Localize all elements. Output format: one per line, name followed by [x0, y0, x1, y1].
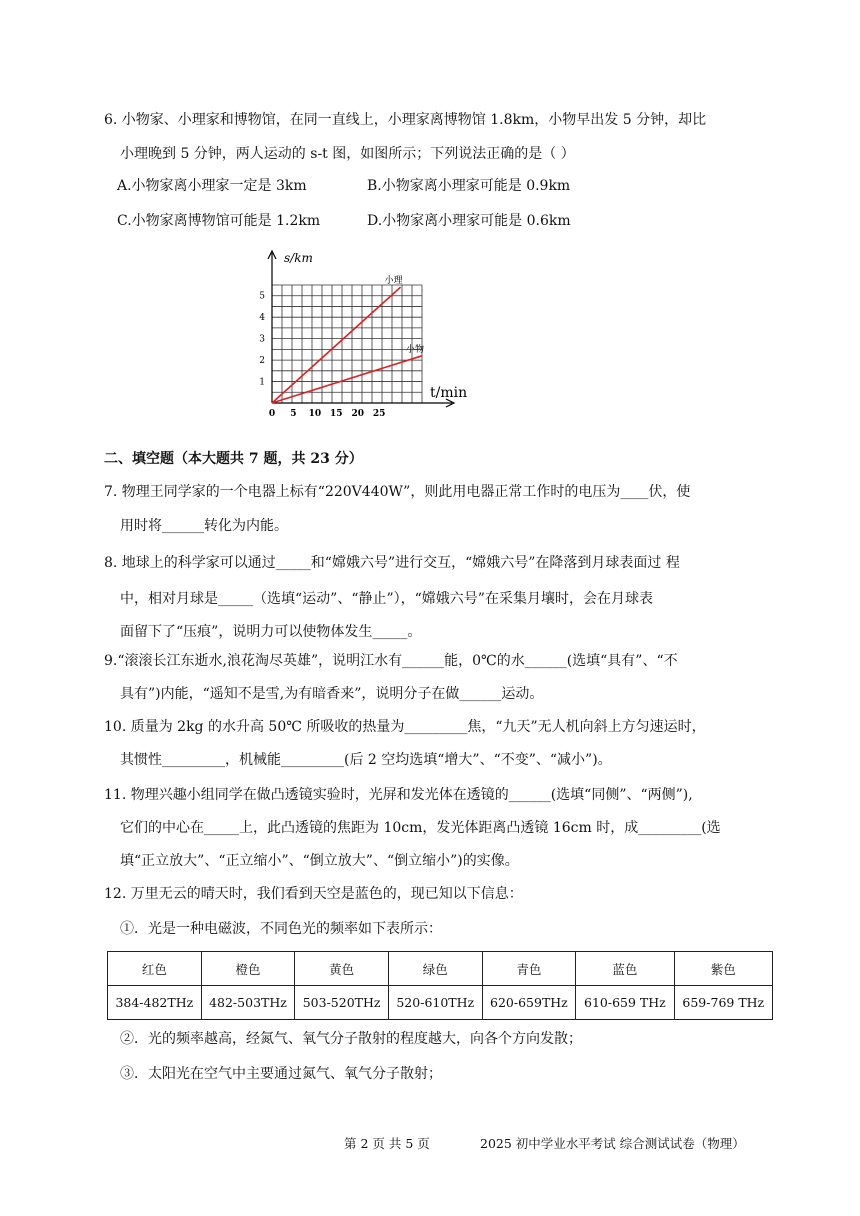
table-header-cell: 紫色: [674, 952, 772, 986]
series-label: 小物: [406, 344, 425, 355]
q10-line1: 10. 质量为 2kg 的水升高 50℃ 所吸收的热量为_________焦，“九天”无人机向斜上方匀速运时，: [104, 719, 706, 735]
table-cell: 384-482THz: [108, 986, 202, 1020]
exam-title: 2025 初中学业水平考试 综合测试试卷（物理）: [480, 1136, 745, 1151]
q9-line2: 具有”)内能，“遥知不是雪,为有暗香来”，说明分子在做______运动。: [120, 686, 544, 702]
q6-line2: 小理晚到 5 分钟，两人运动的 s-t 图，如图所示；下列说法正确的是（ ）: [120, 146, 575, 162]
q10-line2: 其惯性_________，机械能_________(后 2 空均选填“增大”、“不变”、“减小”)。: [120, 752, 612, 768]
y-tick-label: 4: [259, 313, 265, 324]
table-cell: 610-659 THz: [576, 986, 674, 1020]
y-axis-label: s/km: [284, 251, 313, 265]
series-line: [272, 356, 422, 403]
table-cell: 520-610THz: [388, 986, 482, 1020]
y-tick-label: 1: [259, 377, 265, 388]
q6-line1: 6. 小物家、小理家和博物馆，在同一直线上，小理家离博物馆 1.8km，小物早出发 5 分钟，却比: [104, 112, 707, 128]
table-header-cell: 橙色: [201, 952, 295, 986]
q8-line3: 面留下了“压痕”，说明力可以使物体发生_____。: [120, 624, 422, 640]
table-cell: 659-769 THz: [674, 986, 772, 1020]
table-cell: 482-503THz: [201, 986, 295, 1020]
x-tick-label: 25: [372, 409, 386, 419]
table-header-cell: 绿色: [388, 952, 482, 986]
table-header-cell: 黄色: [295, 952, 389, 986]
q11-line3: 填“正立放大”、“正立缩小”、“倒立放大”、“倒立缩小”)的实像。: [120, 853, 519, 869]
table-header-cell: 蓝色: [576, 952, 674, 986]
st-chart: [250, 245, 480, 420]
q9-line1: 9.“滚滚长江东逝水,浪花淘尽英雄”，说明江水有______能，0℃的水______(选填“具有”、“不: [104, 653, 678, 669]
q7-line1: 7. 物理王同学家的一个电器上标有“220V440W”，则此用电器正常工作时的电压为____伏，使: [104, 484, 691, 500]
x-tick-label: 15: [330, 409, 343, 419]
q12-line1: 12. 万里无云的晴天时，我们看到天空是蓝色的，现已知以下信息：: [104, 886, 523, 902]
x-tick-label: 0: [268, 409, 276, 419]
table-row: [108, 986, 773, 1020]
q6-option-d: D.小物家离小理家可能是 0.6km: [367, 213, 571, 229]
table-header-row: [108, 952, 773, 986]
q12-info3: ③．太阳光在空气中主要通过氮气、氧气分子散射；: [120, 1066, 442, 1082]
q7-line2: 用时将______转化为内能。: [120, 518, 288, 534]
x-tick-label: 20: [351, 409, 364, 419]
x-tick-label: 5: [290, 409, 297, 419]
series-label: 小理: [384, 276, 403, 287]
page-number: 第 2 页 共 5 页: [344, 1136, 430, 1151]
y-tick-label: 2: [259, 356, 265, 367]
y-tick-label: 3: [259, 334, 265, 345]
color-frequency-table: [107, 951, 773, 1020]
table-header-cell: 红色: [108, 952, 202, 986]
series-line: [272, 287, 401, 403]
q12-info2: ②．光的频率越高，经氮气、氧气分子散射的程度越大，向各个方向发散；: [120, 1031, 582, 1047]
q11-line2: 它们的中心在_____上，此凸透镜的焦距为 10cm，发光体距离凸透镜 16cm 时，成_________(选: [120, 820, 721, 836]
q6-option-a: A.小物家离小理家一定是 3km: [117, 178, 307, 194]
section-title: 二、填空题（本大题共 7 题，共 23 分）: [104, 451, 363, 467]
q6-option-c: C.小物家离博物馆可能是 1.2km: [117, 213, 321, 229]
y-tick-label: 5: [259, 291, 265, 302]
table-cell: 503-520THz: [295, 986, 389, 1020]
q12-info1: ①．光是一种电磁波，不同色光的频率如下表所示：: [120, 921, 442, 937]
q8-line1: 8. 地球上的科学家可以通过_____和“嫦娥六号”进行交互，“嫦娥六号”在降落到月球表面过 程: [104, 555, 680, 571]
table-header-cell: 青色: [482, 952, 576, 986]
q6-option-b: B.小物家离小理家可能是 0.9km: [367, 178, 571, 194]
x-axis-label: t/min: [430, 385, 468, 401]
table-cell: 620-659THz: [482, 986, 576, 1020]
q11-line1: 11. 物理兴趣小组同学在做凸透镜实验时，光屏和发光体在透镜的______(选填“同侧”、“两侧”),: [104, 787, 693, 803]
x-tick-label: 10: [308, 409, 322, 419]
q8-line2: 中，相对月球是_____（选填“运动”、“静止”），“嫦娥六号”在采集月壤时，会在月球表: [120, 591, 653, 607]
